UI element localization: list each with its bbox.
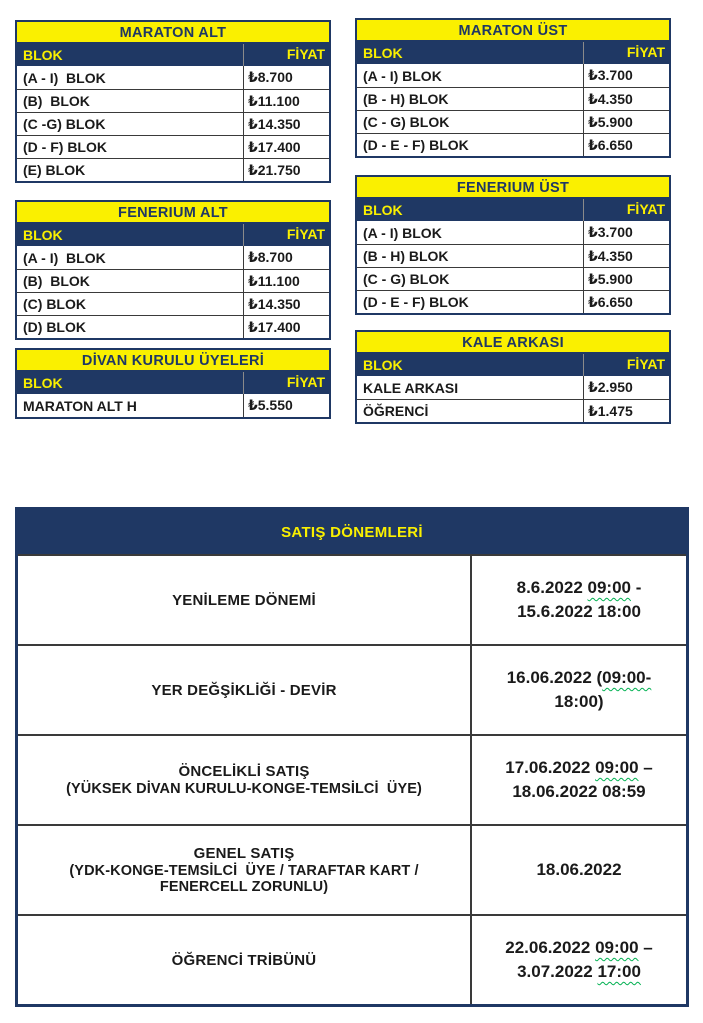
block-cell: (E) BLOK [23, 162, 86, 178]
block-cell: (C) BLOK [23, 296, 86, 312]
price-cell: ₺21.750 [243, 159, 329, 181]
sales-period-row [18, 734, 686, 824]
sales-period-row [18, 644, 686, 734]
block-cell: (C - G) BLOK [363, 114, 450, 130]
sales-period-label-sub: (YDK-KONGE-TEMSİLCİ ÜYE / TARAFTAR KART / FENERCELL ZORUNLU) [69, 863, 423, 895]
sales-periods-rows [18, 554, 686, 1004]
sales-period-label [18, 736, 470, 824]
price-cell: ₺4.350 [583, 245, 669, 267]
price-cell: ₺4.350 [583, 88, 669, 110]
period-text: – [638, 758, 653, 777]
price-table-row [17, 269, 329, 292]
period-text-wavy-underline: 09:00 [595, 938, 639, 957]
sales-period-value-line [554, 690, 603, 714]
sales-period-label [18, 646, 470, 734]
period-text: 22.06.2022 [505, 938, 596, 957]
period-text-wavy-underline: 09:00- [602, 668, 652, 687]
price-table-header-row [17, 44, 329, 66]
price-table-row [357, 64, 669, 87]
price-table-row [17, 66, 329, 89]
period-text: 18.06.2022 [536, 860, 622, 879]
sales-period-value-line [517, 600, 641, 624]
sales-period-label-main: YER DEĞŞİKLİĞİ - DEVİR [151, 681, 337, 699]
period-text: 17.06.2022 [505, 758, 596, 777]
price-cell: ₺11.100 [243, 90, 329, 112]
period-text: 3.07.2022 [517, 962, 598, 981]
sales-period-row [18, 824, 686, 914]
price-column-header: FİYAT [583, 354, 669, 376]
sales-period-value [470, 556, 686, 644]
sales-period-value-line [507, 666, 652, 690]
price-cell: ₺3.700 [583, 221, 669, 244]
block-cell: (D) BLOK [23, 319, 86, 335]
price-table-row [357, 244, 669, 267]
price-cell: ₺5.550 [243, 394, 329, 417]
price-table-title: FENERIUM ÜST [357, 177, 669, 199]
price-table-row [357, 133, 669, 156]
price-column-header: FİYAT [583, 199, 669, 221]
price-cell: ₺1.475 [583, 400, 669, 422]
block-cell: (B - H) BLOK [363, 248, 449, 264]
sales-period-value-line [505, 936, 652, 960]
price-table-header-row [17, 224, 329, 246]
price-table-title: DİVAN KURULU ÜYELERİ [17, 350, 329, 372]
block-cell: ÖĞRENCİ [363, 403, 429, 419]
period-text: 8.6.2022 [516, 578, 588, 597]
block-cell: (B) BLOK [23, 273, 90, 289]
price-table-title: FENERIUM ALT [17, 202, 329, 224]
block-cell: KALE ARKASI [363, 379, 459, 396]
block-column-header: BLOK [23, 47, 63, 63]
price-table-row [357, 376, 669, 399]
price-cell: ₺5.900 [583, 268, 669, 290]
sales-period-value [470, 646, 686, 734]
price-table-header-row [17, 372, 329, 394]
block-cell: (D - E - F) BLOK [363, 137, 469, 153]
period-text: 18.06.2022 08:59 [512, 782, 646, 801]
period-text: 18:00) [554, 692, 604, 711]
sales-period-label [18, 916, 470, 1004]
block-cell: (C - G) BLOK [363, 271, 450, 287]
block-cell: (B - H) BLOK [363, 91, 449, 107]
price-column-header: FİYAT [583, 42, 669, 64]
price-cell: ₺11.100 [243, 270, 329, 292]
sales-period-value [470, 736, 686, 824]
block-cell: (D - F) BLOK [23, 139, 107, 155]
block-cell: (A - I) BLOK [363, 224, 442, 241]
period-text: 15.6.2022 18:00 [517, 602, 641, 621]
price-cell: ₺17.400 [243, 136, 329, 158]
block-cell: (A - I) BLOK [23, 69, 106, 86]
block-column-header: BLOK [23, 375, 63, 391]
period-text: – [638, 938, 653, 957]
price-table-maraton-alt [15, 20, 331, 183]
price-table-row [357, 290, 669, 313]
price-table-row [357, 399, 669, 422]
sales-period-row [18, 554, 686, 644]
period-text-wavy-underline: 17:00 [597, 962, 641, 981]
price-table-header-row [357, 199, 669, 221]
price-table-row [17, 292, 329, 315]
block-cell: (A - I) BLOK [363, 67, 442, 84]
price-cell: ₺8.700 [243, 66, 329, 89]
block-column-header: BLOK [363, 357, 403, 373]
sales-period-label-sub: (YÜKSEK DİVAN KURULU-KONGE-TEMSİLCİ ÜYE) [66, 781, 422, 797]
sales-period-row [18, 914, 686, 1004]
price-cell: ₺6.650 [583, 134, 669, 156]
price-table-title: MARATON ALT [17, 22, 329, 44]
price-column-header: FİYAT [243, 44, 329, 66]
sales-period-label [18, 556, 470, 644]
price-table-row [17, 112, 329, 135]
price-cell: ₺14.350 [243, 293, 329, 315]
price-table-header-row [357, 354, 669, 376]
price-table-title: KALE ARKASI [357, 332, 669, 354]
price-table-divan-kurulu-uyeleri [15, 348, 331, 419]
sales-periods-table [15, 507, 689, 1007]
sales-period-value [470, 826, 686, 914]
price-table-row [17, 394, 329, 417]
price-cell: ₺3.700 [583, 64, 669, 87]
block-cell: MARATON ALT H [23, 397, 137, 414]
block-cell: (B) BLOK [23, 93, 90, 109]
sales-period-value-line [505, 756, 652, 780]
price-cell: ₺6.650 [583, 291, 669, 313]
price-column-header: FİYAT [243, 372, 329, 394]
sales-period-value-line [512, 780, 645, 804]
sales-period-label [18, 826, 470, 914]
sales-period-value-line [517, 576, 642, 600]
price-table-fenerium-alt [15, 200, 331, 340]
sales-period-label-main: GENEL SATIŞ [193, 845, 295, 862]
sales-period-value [470, 916, 686, 1004]
price-table-row [357, 221, 669, 244]
block-column-header: BLOK [363, 202, 403, 218]
price-cell: ₺5.900 [583, 111, 669, 133]
sales-period-label-main: ÖNCELİKLİ SATIŞ [178, 763, 310, 780]
price-table-row [17, 315, 329, 338]
price-cell: ₺2.950 [583, 376, 669, 399]
price-cell: ₺17.400 [243, 316, 329, 338]
price-table-row [17, 158, 329, 181]
price-table-maraton-ust [355, 18, 671, 158]
price-table-header-row [357, 42, 669, 64]
block-column-header: BLOK [363, 45, 403, 61]
price-table-row [357, 110, 669, 133]
period-text-wavy-underline: 09:00 [587, 578, 631, 597]
price-table-fenerium-ust [355, 175, 671, 315]
price-table-kale-arkasi [355, 330, 671, 424]
price-table-row [17, 89, 329, 112]
price-table-row [357, 87, 669, 110]
sales-periods-title: SATIŞ DÖNEMLERİ [18, 510, 686, 554]
price-cell: ₺14.350 [243, 113, 329, 135]
sales-period-value-line [536, 858, 621, 882]
block-cell: (D - E - F) BLOK [363, 294, 469, 310]
period-text: 16.06.2022 ( [506, 668, 603, 687]
price-table-title: MARATON ÜST [357, 20, 669, 42]
period-text: - [631, 578, 642, 597]
price-table-row [17, 135, 329, 158]
price-cell: ₺8.700 [243, 246, 329, 269]
block-cell: (A - I) BLOK [23, 249, 106, 266]
price-table-row [17, 246, 329, 269]
sales-period-value-line [517, 960, 641, 984]
sales-period-label-main: YENİLEME DÖNEMİ [172, 591, 316, 609]
sales-period-label-main: ÖĞRENCİ TRİBÜNÜ [171, 951, 317, 969]
block-cell: (C -G) BLOK [23, 116, 106, 132]
price-table-row [357, 267, 669, 290]
block-column-header: BLOK [23, 227, 63, 243]
price-column-header: FİYAT [243, 224, 329, 246]
period-text-wavy-underline: 09:00 [595, 758, 639, 777]
